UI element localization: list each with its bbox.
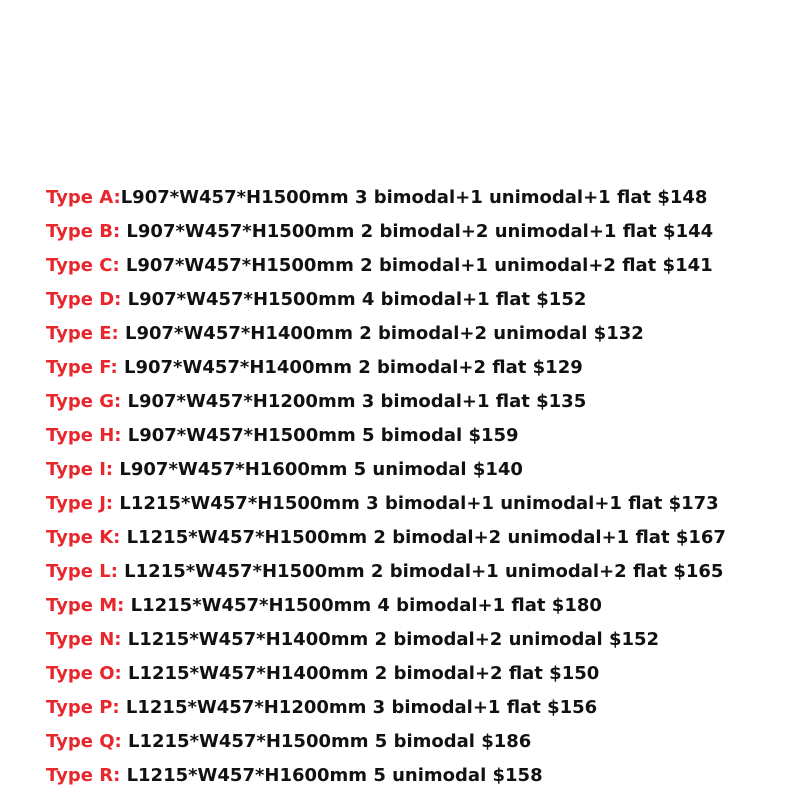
type-spec: L907*W457*H1400mm 2 bimodal+2 flat $129 xyxy=(117,357,583,378)
type-label: Type I: xyxy=(46,459,114,480)
type-row-g xyxy=(46,388,726,422)
type-row-i xyxy=(46,456,726,490)
type-row-h xyxy=(46,422,726,456)
type-spec: L1215*W457*H1400mm 2 bimodal+2 unimodal $152 xyxy=(121,629,660,650)
type-row-n xyxy=(46,626,726,660)
type-spec: L907*W457*H1500mm 3 bimodal+1 unimodal+1 flat $148 xyxy=(120,187,708,208)
type-label: Type B: xyxy=(46,221,121,242)
type-spec: L1215*W457*H1500mm 2 bimodal+2 unimodal+1 flat $167 xyxy=(120,527,726,548)
type-row-o xyxy=(46,660,726,694)
type-label: Type C: xyxy=(46,255,120,276)
type-label: Type M: xyxy=(46,595,125,616)
type-spec: L1215*W457*H1500mm 4 bimodal+1 flat $180 xyxy=(124,595,602,616)
type-spec: L1215*W457*H1500mm 2 bimodal+1 unimodal+2 flat $165 xyxy=(117,561,724,582)
type-row-m xyxy=(46,592,726,626)
type-label: Type K: xyxy=(46,527,121,548)
type-row-c xyxy=(46,252,726,286)
type-label: Type R: xyxy=(46,765,121,786)
type-row-q xyxy=(46,728,726,762)
type-label: Type E: xyxy=(46,323,119,344)
type-row-f xyxy=(46,354,726,388)
type-row-j xyxy=(46,490,726,524)
type-row-a xyxy=(46,184,726,218)
type-label: Type D: xyxy=(46,289,122,310)
type-spec: L907*W457*H1500mm 5 bimodal $159 xyxy=(121,425,519,446)
type-row-p xyxy=(46,694,726,728)
type-spec: L907*W457*H1500mm 2 bimodal+2 unimodal+1 flat $144 xyxy=(120,221,714,242)
type-spec: L1215*W457*H1400mm 2 bimodal+2 flat $150 xyxy=(121,663,600,684)
type-row-k xyxy=(46,524,726,558)
type-label: Type Q: xyxy=(46,731,122,752)
type-spec: L1215*W457*H1500mm 5 bimodal $186 xyxy=(121,731,532,752)
type-row-e xyxy=(46,320,726,354)
type-label: Type L: xyxy=(46,561,118,582)
type-row-b xyxy=(46,218,726,252)
type-row-l xyxy=(46,558,726,592)
product-type-list xyxy=(46,184,726,796)
type-spec: L1215*W457*H1600mm 5 unimodal $158 xyxy=(120,765,543,786)
type-row-d xyxy=(46,286,726,320)
type-label: Type J: xyxy=(46,493,114,514)
type-label: Type P: xyxy=(46,697,120,718)
type-label: Type A: xyxy=(46,187,121,208)
type-label: Type H: xyxy=(46,425,122,446)
type-spec: L907*W457*H1200mm 3 bimodal+1 flat $135 xyxy=(121,391,587,412)
type-label: Type F: xyxy=(46,357,118,378)
type-row-r xyxy=(46,762,726,796)
type-spec: L1215*W457*H1200mm 3 bimodal+1 flat $156 xyxy=(119,697,598,718)
type-label: Type N: xyxy=(46,629,122,650)
type-spec: L907*W457*H1500mm 2 bimodal+1 unimodal+2 flat $141 xyxy=(119,255,713,276)
type-spec: L907*W457*H1400mm 2 bimodal+2 unimodal $132 xyxy=(118,323,644,344)
type-spec: L907*W457*H1600mm 5 unimodal $140 xyxy=(113,459,523,480)
type-label: Type G: xyxy=(46,391,122,412)
type-label: Type O: xyxy=(46,663,122,684)
type-spec: L1215*W457*H1500mm 3 bimodal+1 unimodal+1 flat $173 xyxy=(113,493,719,514)
type-spec: L907*W457*H1500mm 4 bimodal+1 flat $152 xyxy=(121,289,587,310)
